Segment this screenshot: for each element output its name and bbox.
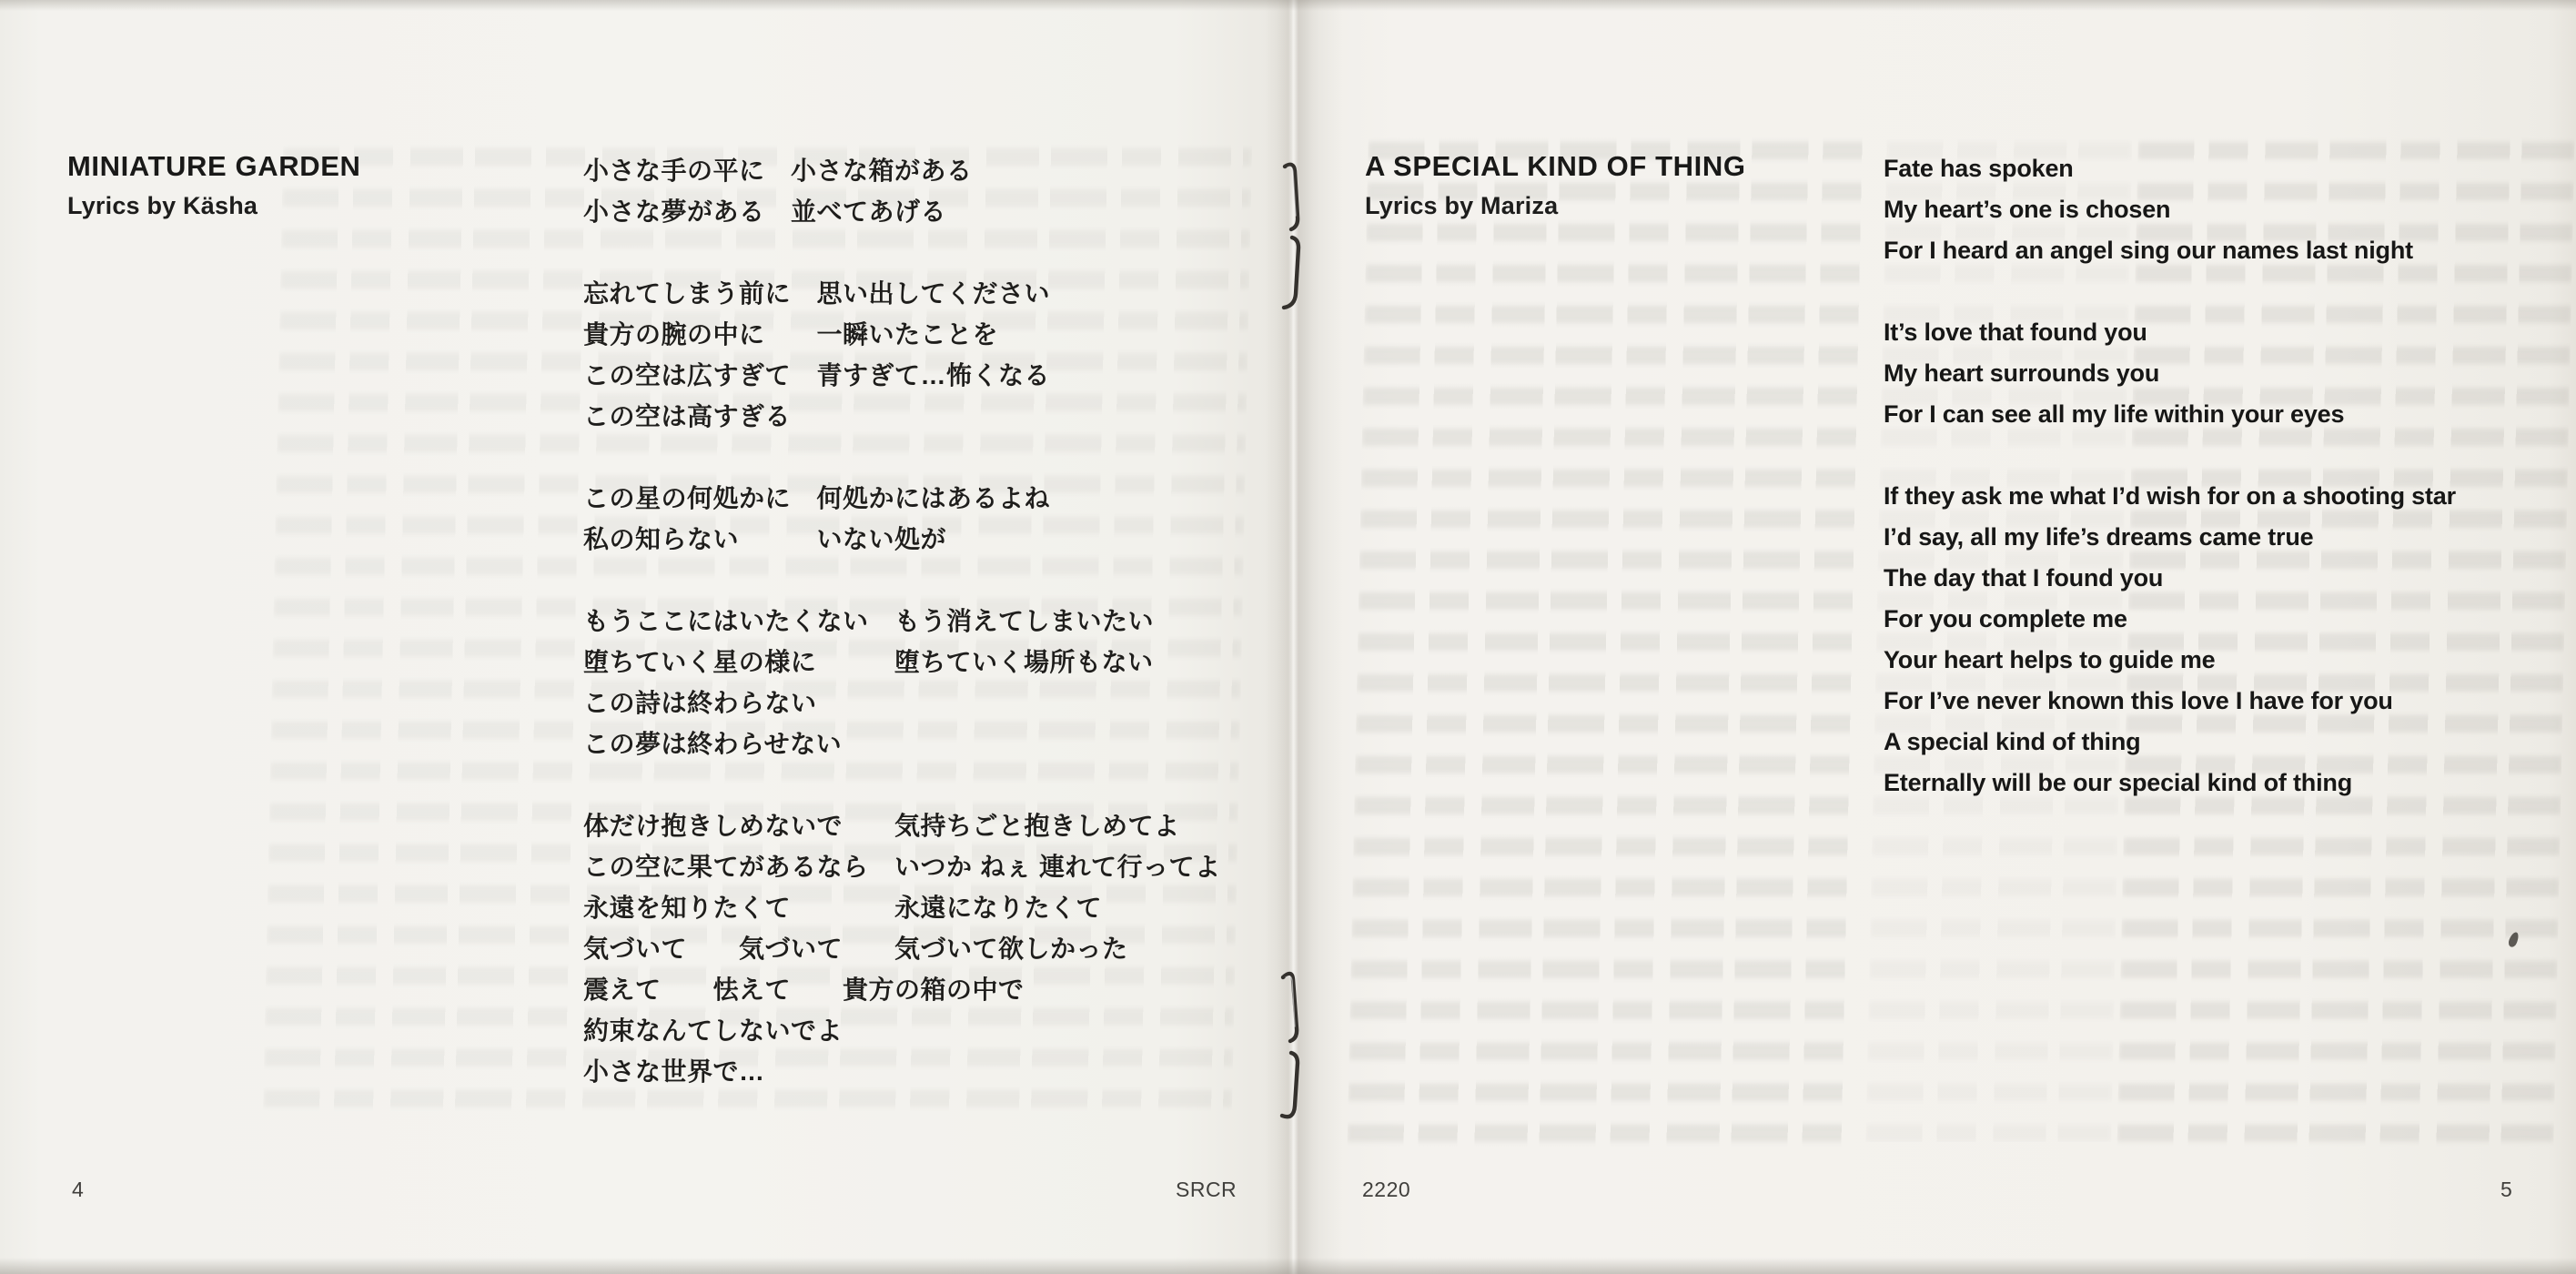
lyric-line: この空に果てがあるなら いつか ねぇ 連れて行ってよ xyxy=(583,852,1221,881)
lyric-line: この空は広すぎて 青すぎて…怖くなる xyxy=(583,360,1051,389)
catalog-code-left: SRCR xyxy=(1176,1178,1237,1201)
lyric-line: 永遠を知りたくて 永遠になりたくて xyxy=(583,893,1103,922)
lyric-line: 震えて 怯えて 貴方の箱の中で xyxy=(583,975,1025,1004)
song-title-right: A SPECIAL KIND OF THING xyxy=(1365,150,1746,182)
lyric-line: 体だけ抱きしめないで 気持ちごと抱きしめてよ xyxy=(583,811,1180,840)
lyric-line: Your heart helps to guide me xyxy=(1884,646,2216,673)
lyrics-credit-left: Lyrics by Käsha xyxy=(67,192,258,219)
lyric-stanza xyxy=(583,476,1221,558)
lyrics-column-japanese xyxy=(583,148,1221,1131)
lyric-line: For you complete me xyxy=(1884,605,2127,632)
lyric-line: 私の知らない いない処が xyxy=(583,524,947,553)
lyric-line: この空は高すぎる xyxy=(583,401,792,430)
lyric-stanza xyxy=(583,804,1221,1090)
lyric-line: もうここにはいたくない もう消えてしまいたい xyxy=(583,606,1155,635)
lyric-stanza xyxy=(583,148,1221,230)
lyric-line: 忘れてしまう前に 思い出してください xyxy=(583,278,1051,308)
lyric-line: 小さな手の平に 小さな箱がある xyxy=(583,156,973,185)
lyric-stanza xyxy=(583,599,1221,763)
lyric-line: この詩は終わらない xyxy=(583,688,817,717)
lyric-line: 貴方の腕の中に 一瞬いたことを xyxy=(583,319,999,349)
lyric-line: The day that I found you xyxy=(1884,564,2164,592)
lyric-line: My heart surrounds you xyxy=(1884,359,2160,387)
lyric-line: Eternally will be our special kind of thing xyxy=(1884,769,2352,796)
lyric-stanza xyxy=(583,271,1221,435)
lyric-line: Fate has spoken xyxy=(1884,155,2074,182)
lyric-line: 堕ちていく星の様に 堕ちていく場所もない xyxy=(583,647,1154,676)
lyrics-column-english xyxy=(1884,148,2456,844)
lyric-stanza xyxy=(1884,312,2456,435)
song-title-left: MINIATURE GARDEN xyxy=(67,150,361,182)
lyrics-credit-right: Lyrics by Mariza xyxy=(1365,192,1559,219)
catalog-code-right: 2220 xyxy=(1362,1178,1411,1201)
lyric-line: If they ask me what I’d wish for on a shooting star xyxy=(1884,482,2456,510)
lyric-stanza xyxy=(1884,148,2456,271)
lyric-line: For I’ve never known this love I have for you xyxy=(1884,687,2393,714)
lyric-line: A special kind of thing xyxy=(1884,728,2141,755)
lyric-line: My heart’s one is chosen xyxy=(1884,196,2171,223)
lyric-line: この夢は終わらせない xyxy=(583,729,843,758)
lyric-line: It’s love that found you xyxy=(1884,318,2147,346)
lyric-line: 気づいて 気づいて 気づいて欲しかった xyxy=(583,934,1128,963)
page-number-right: 5 xyxy=(2500,1178,2513,1201)
lyric-line: I’d say, all my life’s dreams came true xyxy=(1884,523,2314,551)
lyric-line: For I can see all my life within your eyes xyxy=(1884,400,2345,428)
lyric-line: 小さな世界で… xyxy=(583,1057,765,1086)
lyric-line: この星の何処かに 何処かにはあるよね xyxy=(583,483,1051,512)
page-number-left: 4 xyxy=(72,1178,85,1201)
lyric-line: For I heard an angel sing our names last night xyxy=(1884,237,2413,264)
lyric-line: 小さな夢がある 並べてあげる xyxy=(583,197,947,226)
lyric-stanza xyxy=(1884,476,2456,804)
lyric-line: 約束なんてしないでよ xyxy=(583,1016,844,1045)
